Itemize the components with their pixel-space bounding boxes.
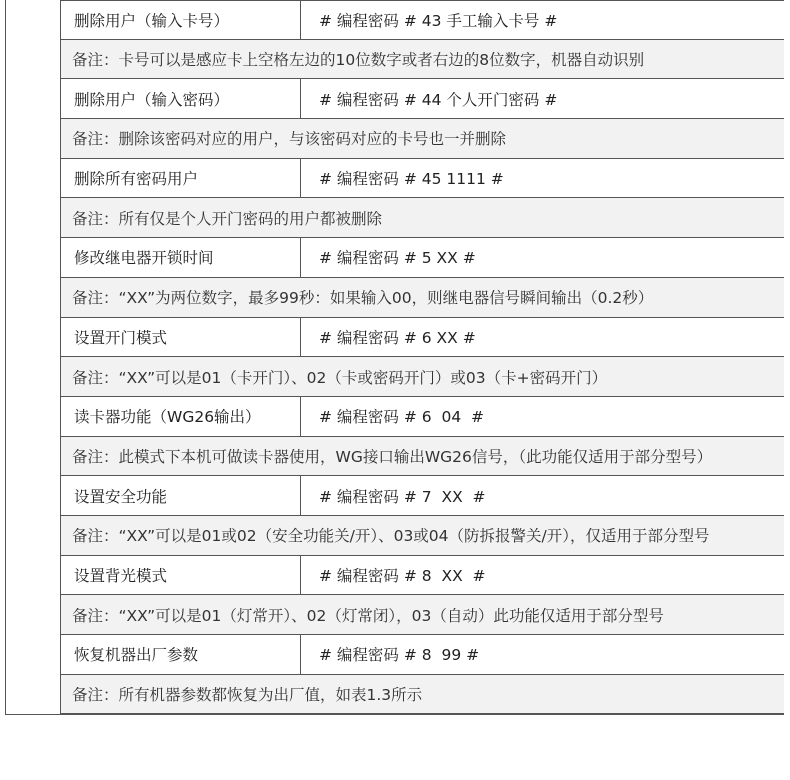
command-row xyxy=(60,159,784,199)
command-note: 备注：此模式下本机可做读卡器使用，WG接口输出WG26信号，（此功能仅适用于部分型号） xyxy=(72,447,713,466)
command-row xyxy=(60,79,784,119)
command-code: # 编程密码 # 5 XX # xyxy=(319,249,476,268)
note-row xyxy=(60,119,784,159)
note-row xyxy=(60,278,784,318)
command-code: # 编程密码 # 8 XX # xyxy=(319,566,486,585)
command-code: # 编程密码 # 6 04 # xyxy=(319,408,485,427)
note-row xyxy=(60,437,784,477)
command-table xyxy=(60,0,784,714)
note-row xyxy=(60,595,784,635)
note-row xyxy=(60,516,784,556)
command-name: 读卡器功能（WG26输出） xyxy=(61,397,301,436)
command-name: 删除用户（输入卡号） xyxy=(61,1,301,39)
command-code: # 编程密码 # 6 XX # xyxy=(319,328,476,347)
note-row xyxy=(60,675,784,715)
command-note: 备注：“XX”为两位数字，最多99秒：如果输入00，则继电器信号瞬间输出（0.2秒） xyxy=(72,289,654,308)
command-code: # 编程密码 # 44 个人开门密码 # xyxy=(319,90,558,109)
command-row xyxy=(60,0,784,40)
command-note: 备注：所有机器参数都恢复为出厂值，如表1.3所示 xyxy=(72,686,423,705)
command-code: # 编程密码 # 7 XX # xyxy=(319,487,486,506)
command-row xyxy=(60,238,784,278)
note-row xyxy=(60,357,784,397)
command-row xyxy=(60,476,784,516)
command-code: # 编程密码 # 43 手工输入卡号 # xyxy=(319,11,558,30)
command-name: 恢复机器出厂参数 xyxy=(61,635,301,674)
command-note: 备注：卡号可以是感应卡上空格左边的10位数字或者右边的8位数字，机器自动识别 xyxy=(72,51,645,70)
note-row xyxy=(60,40,784,80)
command-row xyxy=(60,318,784,358)
command-name: 删除所有密码用户 xyxy=(61,159,301,198)
command-name: 设置背光模式 xyxy=(61,556,301,595)
note-row xyxy=(60,198,784,238)
command-note: 备注：“XX”可以是01（灯常开）、02（灯常闭），03（自动）此功能仅适用于部分型号 xyxy=(72,606,664,625)
command-row xyxy=(60,397,784,437)
command-note: 备注：删除该密码对应的用户，与该密码对应的卡号也一并删除 xyxy=(72,130,507,149)
command-note: 备注：“XX”可以是01或02（安全功能关/开）、03或04（防拆报警关/开），仅适用于部分型号 xyxy=(72,527,710,546)
command-row xyxy=(60,556,784,596)
command-name: 删除用户（输入密码） xyxy=(61,79,301,118)
command-code: # 编程密码 # 8 99 # xyxy=(319,646,480,665)
command-note: 备注：所有仅是个人开门密码的用户都被删除 xyxy=(72,209,383,228)
command-row xyxy=(60,635,784,675)
command-note: 备注：“XX”可以是01（卡开门）、02（卡或密码开门）或03（卡+密码开门） xyxy=(72,368,608,387)
command-name: 设置安全功能 xyxy=(61,476,301,515)
command-code: # 编程密码 # 45 1111 # xyxy=(319,170,504,189)
command-name: 修改继电器开锁时间 xyxy=(61,238,301,277)
command-name: 设置开门模式 xyxy=(61,318,301,357)
